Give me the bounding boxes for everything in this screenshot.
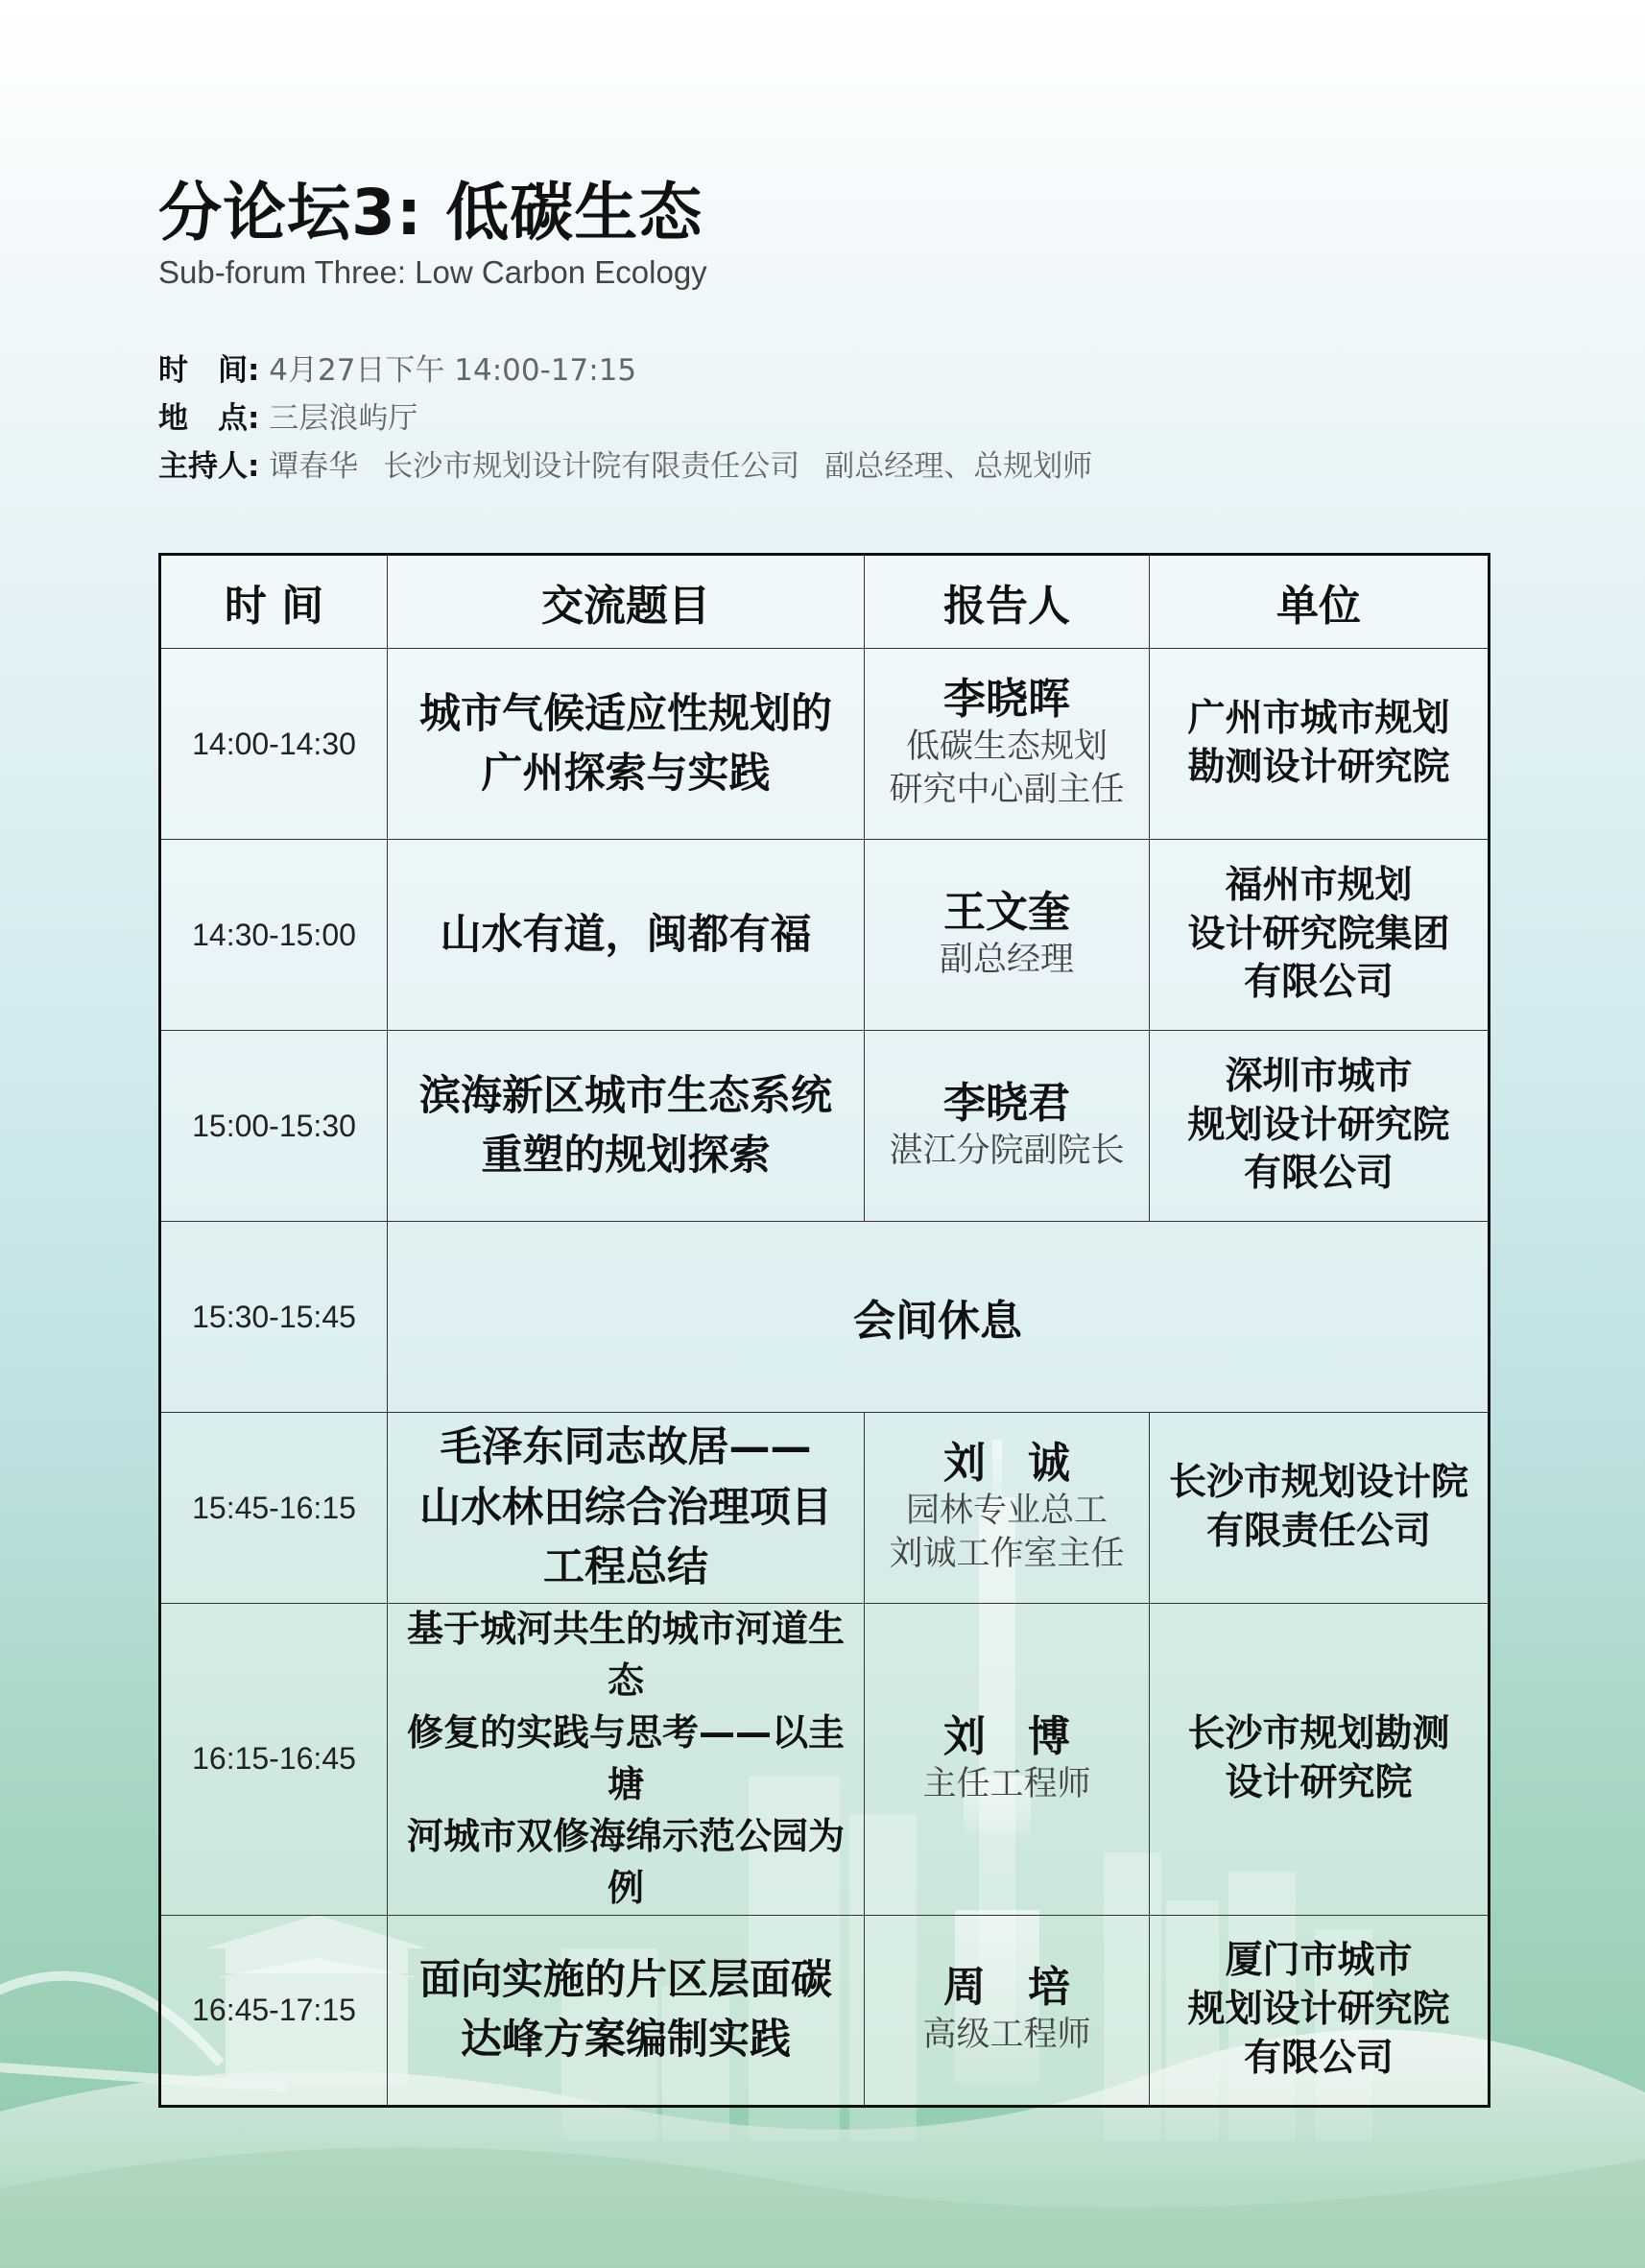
row-org	[1150, 1915, 1490, 2106]
org-line: 广州市城市规划	[1187, 697, 1450, 741]
org-line: 有限公司	[1243, 2036, 1394, 2080]
header-time: 时 间	[160, 555, 388, 649]
org-line: 深圳市城市	[1225, 1054, 1413, 1098]
header-org: 单位	[1150, 555, 1490, 649]
row-time: 15:30-15:45	[160, 1222, 388, 1413]
speaker-name: 李晓晖	[943, 675, 1070, 725]
row-speaker	[865, 1413, 1150, 1604]
table-row	[160, 1604, 1490, 1916]
topic-line: 广州探索与实践	[481, 750, 771, 798]
topic-line: 面向实施的片区层面碳	[419, 1955, 832, 2004]
speaker-name: 王文奎	[943, 887, 1070, 937]
page-subtitle: Sub-forum Three: Low Carbon Ecology	[158, 254, 707, 290]
row-time: 16:45-17:15	[160, 1915, 388, 2106]
info-host-org: 长沙市规划设计院有限责任公司	[383, 449, 800, 484]
speaker-title: 主任工程师	[922, 1764, 1091, 1803]
info-place-value: 三层浪屿厅	[259, 401, 418, 436]
row-speaker	[865, 1915, 1150, 2106]
org-line: 长沙市规划设计院	[1168, 1461, 1468, 1505]
table-row	[160, 1413, 1490, 1604]
speaker-title: 刘诚工作室主任	[889, 1535, 1125, 1574]
row-org	[1150, 1604, 1490, 1916]
info-time	[158, 346, 636, 389]
topic-line: 滨海新区城市生态系统	[419, 1071, 832, 1120]
topic-line: 达峰方案编制实践	[461, 2016, 791, 2065]
row-time: 16:15-16:45	[160, 1604, 388, 1916]
topic-line: 重塑的规划探索	[481, 1132, 771, 1180]
org-line: 有限责任公司	[1205, 1510, 1431, 1553]
speaker-title: 园林专业总工	[905, 1491, 1108, 1530]
header-speaker: 报告人	[865, 555, 1150, 649]
row-time: 15:45-16:15	[160, 1413, 388, 1604]
row-topic	[388, 1413, 865, 1604]
topic-line: 基于城河共生的城市河道生态	[406, 1608, 845, 1702]
row-topic	[388, 1915, 865, 2106]
speaker-name: 刘 诚	[943, 1439, 1070, 1489]
row-topic	[388, 840, 865, 1031]
header-topic: 交流题目	[388, 555, 865, 649]
page-title: 分论坛3: 低碳生态	[158, 176, 703, 250]
table-row	[160, 649, 1490, 840]
row-topic	[388, 1604, 865, 1916]
info-place	[158, 394, 417, 437]
row-break: 会间休息	[388, 1222, 1490, 1413]
topic-line: 毛泽东同志故居——	[440, 1423, 812, 1472]
topic-line: 城市气候适应性规划的	[419, 689, 832, 738]
speaker-title: 低碳生态规划	[905, 727, 1108, 766]
row-topic	[388, 1031, 865, 1222]
topic-line: 修复的实践与思考——以圭塘	[406, 1710, 845, 1805]
info-host-label: 主持人:	[158, 449, 260, 484]
row-org	[1150, 649, 1490, 840]
org-line: 设计研究院集团	[1187, 912, 1450, 956]
row-org	[1150, 1413, 1490, 1604]
topic-line: 山水林田综合治理项目	[419, 1483, 832, 1532]
topic-line: 山水有道，闽都有福	[440, 910, 812, 959]
table-row	[160, 840, 1490, 1031]
org-line: 规划设计研究院	[1187, 1987, 1450, 2031]
schedule-body	[160, 649, 1490, 2107]
speaker-title: 湛江分院副院长	[889, 1131, 1125, 1170]
table-row	[160, 1915, 1490, 2106]
table-header-row	[160, 555, 1490, 649]
info-host	[158, 442, 1092, 485]
speaker-title: 副总经理	[939, 940, 1074, 979]
table-row	[160, 1222, 1490, 1413]
speaker-name: 刘 博	[943, 1711, 1070, 1761]
row-speaker	[865, 1031, 1150, 1222]
row-time: 14:00-14:30	[160, 649, 388, 840]
info-host-position: 副总经理、总规划师	[824, 449, 1093, 484]
speaker-name: 周 培	[943, 1963, 1070, 2013]
row-speaker	[865, 649, 1150, 840]
org-line: 有限公司	[1243, 961, 1394, 1005]
info-time-value: 4月27日下午 14:00-17:15	[259, 353, 637, 388]
org-line: 勘测设计研究院	[1187, 746, 1450, 789]
info-time-label: 时 间:	[158, 353, 260, 388]
row-topic	[388, 649, 865, 840]
org-line: 有限公司	[1243, 1152, 1394, 1196]
row-org	[1150, 840, 1490, 1031]
speaker-title: 高级工程师	[922, 2015, 1091, 2054]
schedule-table	[158, 553, 1490, 2108]
info-place-label: 地 点:	[158, 401, 260, 436]
speaker-title: 研究中心副主任	[889, 771, 1125, 810]
row-speaker	[865, 1604, 1150, 1916]
org-line: 福州市规划	[1225, 863, 1413, 907]
table-row	[160, 1031, 1490, 1222]
topic-line: 河城市双修海绵示范公园为例	[406, 1814, 845, 1909]
row-time: 15:00-15:30	[160, 1031, 388, 1222]
row-org	[1150, 1031, 1490, 1222]
row-speaker	[865, 840, 1150, 1031]
topic-line: 工程总结	[543, 1543, 708, 1592]
row-time: 14:30-15:00	[160, 840, 388, 1031]
org-line: 长沙市规划勘测	[1187, 1712, 1450, 1756]
info-host-name: 谭春华	[259, 449, 359, 484]
org-line: 设计研究院	[1225, 1760, 1413, 1804]
org-line: 厦门市城市	[1225, 1939, 1413, 1983]
speaker-name: 李晓君	[943, 1078, 1070, 1128]
org-line: 规划设计研究院	[1187, 1103, 1450, 1147]
